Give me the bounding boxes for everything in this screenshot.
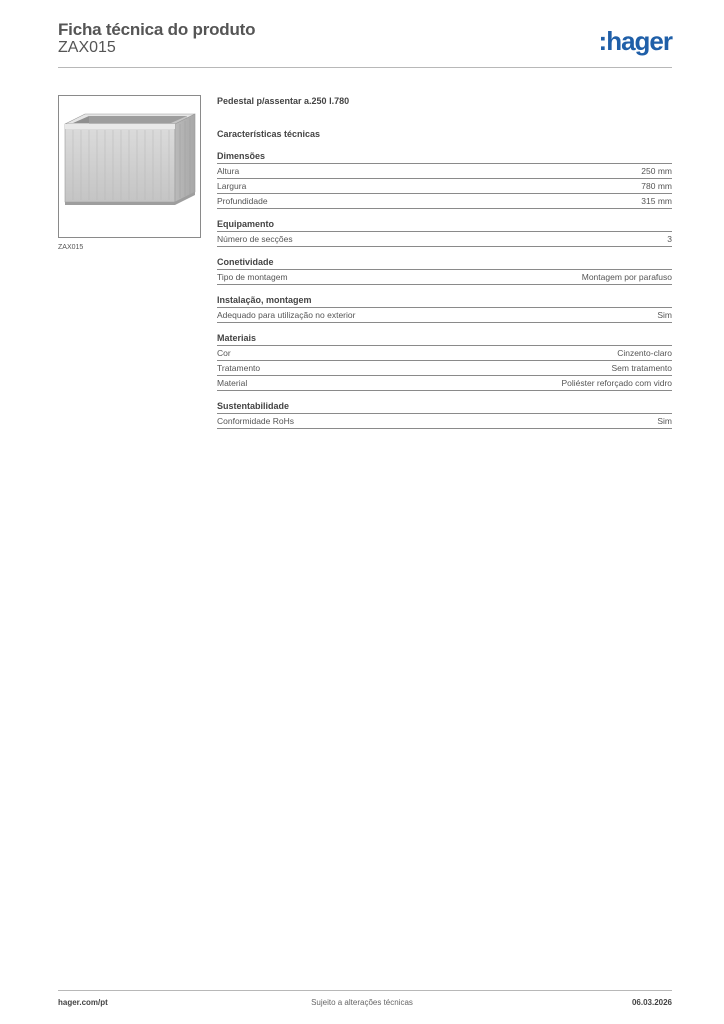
section-title: Conetividade	[217, 256, 672, 270]
spec-value: 780 mm	[641, 181, 672, 191]
technical-characteristics-heading: Características técnicas	[217, 129, 321, 139]
spec-value: Montagem por parafuso	[581, 272, 672, 282]
image-caption: ZAX015	[58, 244, 84, 251]
spec-value: 3	[667, 234, 672, 244]
spec-label: Tratamento	[217, 363, 261, 373]
spec-row	[217, 270, 672, 285]
product-code: ZAX015	[58, 39, 116, 56]
product-name: Pedestal p/assentar a.250 l.780	[217, 96, 350, 106]
section-equipment	[217, 218, 672, 247]
section-title: Dimensões	[217, 150, 672, 164]
spec-label: Largura	[217, 181, 247, 191]
section-title: Instalação, montagem	[217, 294, 672, 308]
spec-row	[217, 308, 672, 323]
spec-label: Cor	[217, 348, 231, 358]
spec-label: Conformidade RoHs	[217, 416, 295, 426]
spec-row	[217, 232, 672, 247]
spec-row	[217, 346, 672, 361]
section-sustainability	[217, 400, 672, 429]
spec-label: Adequado para utilização no exterior	[217, 310, 356, 320]
spec-label: Altura	[217, 166, 240, 176]
spec-value: 250 mm	[641, 166, 672, 176]
spec-value: 315 mm	[641, 196, 672, 206]
footer-date: 06.03.2026	[631, 998, 672, 1007]
hager-logo: :hager	[598, 26, 672, 56]
spec-row	[217, 414, 672, 429]
spec-value: Sim	[657, 310, 672, 320]
spec-value: Sim	[657, 416, 672, 426]
spec-label: Material	[217, 378, 248, 388]
section-materials	[217, 332, 672, 391]
page-title: Ficha técnica do produto	[58, 20, 256, 39]
header-divider	[58, 67, 672, 68]
spec-row	[217, 179, 672, 194]
section-title: Equipamento	[217, 218, 672, 232]
spec-value: Sem tratamento	[611, 363, 672, 373]
spec-row	[217, 164, 672, 179]
spec-value: Cinzento-claro	[617, 348, 672, 358]
footer-divider	[58, 990, 672, 991]
footer-note: Sujeito a alterações técnicas	[311, 998, 413, 1007]
spec-value: Poliéster reforçado com vidro	[561, 378, 672, 388]
spec-label: Profundidade	[217, 196, 268, 206]
spec-label: Tipo de montagem	[217, 272, 288, 282]
pedestal-illustration	[59, 96, 200, 237]
footer-website-link[interactable]: hager.com/pt	[58, 998, 108, 1007]
section-title: Sustentabilidade	[217, 400, 672, 414]
product-image	[58, 95, 201, 238]
spec-row	[217, 376, 672, 391]
spec-row	[217, 361, 672, 376]
section-dimensions	[217, 150, 672, 209]
spec-label: Número de secções	[217, 234, 293, 244]
section-connectivity	[217, 256, 672, 285]
spec-row	[217, 194, 672, 209]
section-title: Materiais	[217, 332, 672, 346]
specifications-panel	[217, 96, 672, 438]
section-installation	[217, 294, 672, 323]
